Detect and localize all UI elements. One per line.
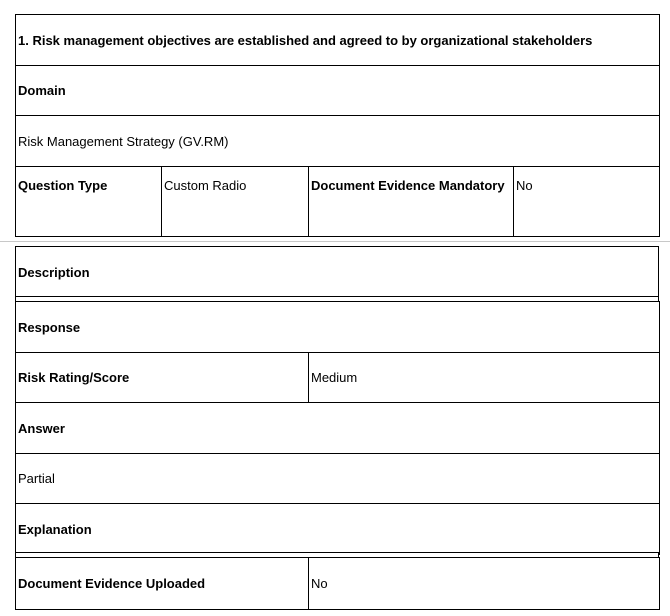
question-table — [15, 14, 660, 237]
doc-uploaded-table — [15, 557, 660, 610]
risk-rating-label: Risk Rating/Score — [16, 353, 309, 403]
risk-rating-value: Medium — [309, 353, 660, 403]
answer-value: Partial — [16, 454, 660, 504]
doc-uploaded-value: No — [309, 558, 660, 610]
description-table — [15, 246, 659, 298]
domain-label: Domain — [16, 66, 660, 116]
question-type-value: Custom Radio — [162, 167, 309, 237]
answer-label: Answer — [16, 403, 660, 454]
doc-uploaded-label: Document Evidence Uploaded — [16, 558, 309, 610]
description-label: Description — [16, 247, 659, 298]
doc-evidence-mandatory-label: Document Evidence Mandatory — [309, 167, 514, 237]
question-title: 1. Risk management objectives are established and agreed to by organizational stakeholders — [16, 15, 660, 66]
response-table — [15, 301, 660, 555]
page-separator — [0, 241, 670, 242]
domain-value: Risk Management Strategy (GV.RM) — [16, 116, 660, 167]
question-type-label: Question Type — [16, 167, 162, 237]
doc-evidence-mandatory-value: No — [514, 167, 660, 237]
explanation-label: Explanation — [16, 504, 660, 555]
response-label: Response — [16, 302, 660, 353]
